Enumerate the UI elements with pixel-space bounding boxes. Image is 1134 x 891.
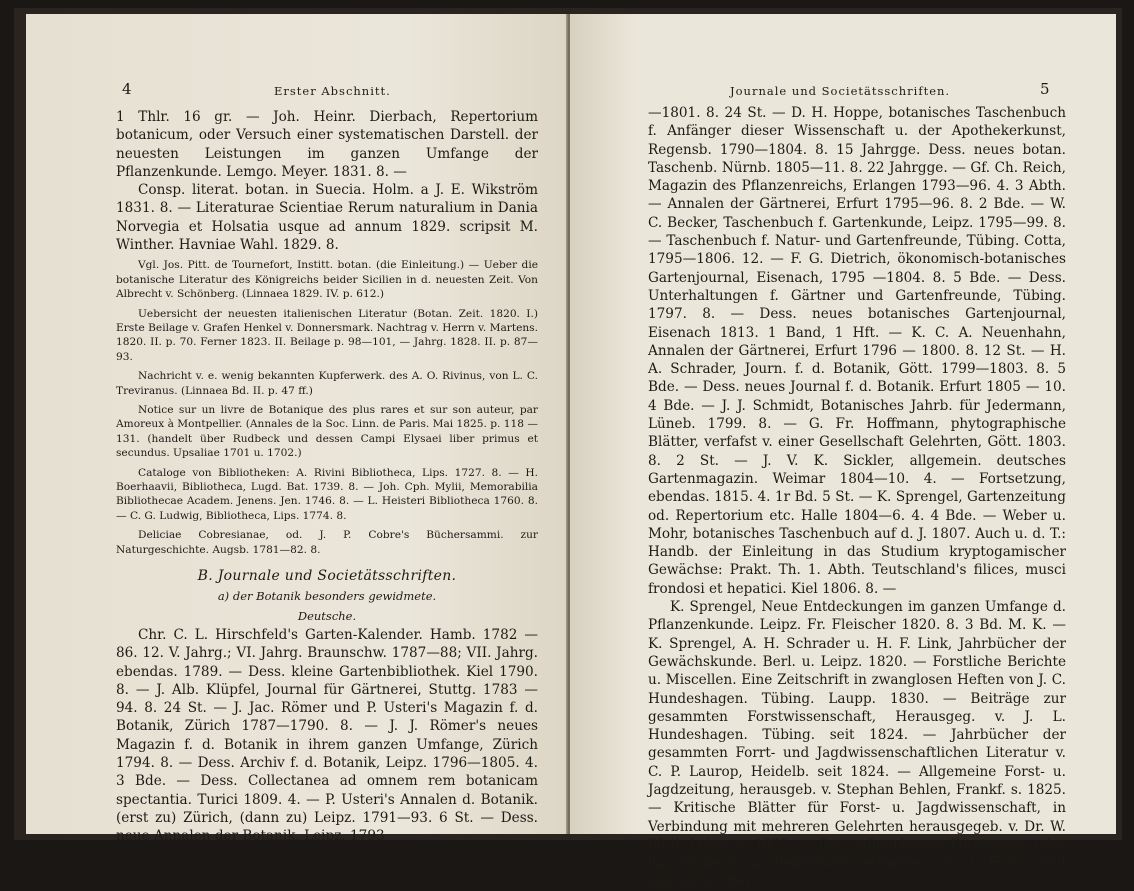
right-page-number: 5 <box>1040 80 1050 98</box>
left-page-block-small: Notice sur un livre de Botanique des plus rares et sur son auteur, par Amoreux à Montpellier. (Annales de la Soc. Linn. de Paris. Mai 1825. p. 118 — 131. (handelt über Rudbeck und dessen Campi Elysaei liber primus et secundus. Upsaliae 1701 u. 1702.) <box>116 404 538 460</box>
left-page-block-small: Cataloge von Bibliotheken: A. Rivini Bibliotheca, Lips. 1727. 8. — H. Boerhaavii, Bibliotheca, Lugd. Bat. 1739. 8. — Joh. Cph. Mylii, Memorabilia Bibliothecae Academ. Jenens. Jen. 1746. 8. — L. Heisteri Bibliotheca 1760. 8. — C. G. Ludwig, Bibliotheca, Lips. 1774. 8. <box>116 466 538 522</box>
right-page <box>570 14 1116 890</box>
left-page-text <box>116 108 538 846</box>
right-page-block-para: —1801. 8. 24 St. — D. H. Hoppe, botanisches Taschenbuch f. Anfänger dieser Wissenschaft u. der Apothekerkunst, Regensb. 1790—1804. 8. 15 Jahrgge. Dess. neues botan. Taschenb. Nürnb. 1805—11. 8. 22 Jahrgge. — Gf. Ch. Reich, Magazin des Pflanzenreichs, Erlangen 1793—96. 4. 3 Abth. — Annalen der Gärtnerei, Erfurt 1795—96. 8. 2 Bde. — W. C. Becker, Taschenbuch f. Gartenkunde, Leipz. 1795—99. 8. — Taschenbuch f. Natur- und Gartenfreunde, Tübing. Cotta, 1795—1806. 12. — F. G. Dietrich, ökonomisch-botanisches Gartenjournal, Eisenach, 1795 —1804. 8. 5 Bde. — Dess. Unterhaltungen f. Gärtner und Gartenfreunde, Tübing. 1797. 8. — Dess. neues botanisches Gartenjournal, Eisenach 1813. 1 Band, 1 Hft. — K. C. A. Neuenhahn, Annalen der Gärtnerei, Erfurt 1796 — 1800. 8. 12 St. — H. A. Schrader, Journ. f. d. Botanik, Gött. 1799—1803. 8. 5 Bde. — Dess. neues Journal f. d. Botanik. Erfurt 1805 — 10. 4 Bde. — J. J. Schmidt, Botanisches Jahrb. für Jedermann, Lüneb. 1799. 8. — G. Fr. Hoffmann, phytographische Blätter, verfafst v. einer Gesellschaft Gelehrten, Gött. 1803. 8. 2 St. — J. V. K. Sickler, allgemein. deutsches Gartenmagazin. Weimar 1804—10. 4. — Fortsetzung, ebendas. 1815. 4. 1r Bd. 5 St. — K. Sprengel, Gartenzeitung od. Repertorium etc. Halle 1804—6. 4. 4 Bde. — Weber u. Mohr, botanisches Taschenbuch auf d. J. 1807. Auch u. d. T.: Handb. der Einleitung in das Studium kryptogamischer Gewächse: Prakt. Th. 1. Abth. Teutschland's filices, musci frondosi et hepatici. Kiel 1806. 8. — <box>648 105 1066 597</box>
left-page-block-small: Nachricht v. e. wenig bekannten Kupferwerk. des A. O. Rivinus, von L. C. Treviranus. (Linnaea Bd. II. p. 47 ff.) <box>116 370 538 397</box>
left-page-block-para: 1 Thlr. 16 gr. — Joh. Heinr. Dierbach, Repertorium botanicum, oder Versuch einer systematischen Darstell. der neuesten Leistungen im ganzen Umfange der Pflanzenkunde. Lemgo. Meyer. 1831. 8. — <box>116 109 538 180</box>
left-running-header: Erster Abschnitt. <box>274 84 391 98</box>
left-page-block-small: Deliciae Cobresianae, od. J. P. Cobre's Büchersammi. zur Naturgeschichte. Augsb. 1781—82. 8. <box>116 529 538 556</box>
left-page-block-subhead: a) der Botanik besonders gewidmete. <box>217 589 437 604</box>
left-page-block-small: Vgl. Jos. Pitt. de Tournefort, Institt. botan. (die Einleitung.) — Ueber die botanische Literatur des Königreichs beider Sicilien in d. neuesten Zeit. Von Albrecht v. Schönberg. (Linnaea 1829. IV. p. 612.) <box>116 259 538 301</box>
left-page-block-indent: Chr. C. L. Hirschfeld's Garten-Kalender. Hamb. 1782 — 86. 12. V. Jahrg.; VI. Jahrg. Braunschw. 1787—88; VII. Jahrg. ebendas. 1789. — Dess. kleine Gartenbibliothek. Kiel 1790. 8. — J. Alb. Klüpfel, Journal für Gärtnerei, Stuttg. 1783 — 94. 8. 24 St. — J. Jac. Römer und P. Usteri's Magazin f. d. Botanik, Zürich 1787—1790. 8. — J. J. Römer's neues Magazin f. d. Botanik in ihrem ganzen Umfange, Zürich 1794. 8. — Dess. Archiv f. d. Botanik, Leipz. 1796—1805. 4. 3 Bde. — Dess. Collectanea ad omnem rem botanicam spectantia. Turici 1809. 4. — P. Usteri's Annalen d. Botanik. (erst zu) Zürich, (dann zu) Leipz. 1791—93. 6 St. — Dess. neue Annalen der Botanik, Leipz. 1793 <box>116 626 538 845</box>
book-spread <box>14 8 1122 890</box>
left-page <box>26 14 568 845</box>
right-page-text <box>648 104 1066 891</box>
left-page-block-indent: Consp. literat. botan. in Suecia. Holm. a J. E. Wikström 1831. 8. — Literaturae Scientiae Rerum naturalium in Dania Norvegia et Holsatia usque ad annum 1829. scripsit M. Winther. Havniae Wahl. 1829. 8. <box>116 182 538 254</box>
left-page-block-sechead: B. Journale und Societätsschriften. <box>197 568 457 585</box>
left-page-block-small: Uebersicht der neuesten italienischen Literatur (Botan. Zeit. 1820. I.) Erste Beilage v. Grafen Henkel v. Donnersmark. Nachtrag v. Herrn v. Martens. 1820. II. p. 70. Ferner 1823. II. Beilage p. 98—101, — Jahrg. 1828. II. p. 87—93. <box>116 307 538 363</box>
right-page-block-indent: K. Sprengel, Neue Entdeckungen im ganzen Umfange d. Pflanzenkunde. Leipz. Fr. Fleischer 1820. 8. 3 Bd. M. K. — K. Sprengel, A. H. Schrader u. H. F. Link, Jahrbücher der Gewächskunde. Berl. u. Leipz. 1820. — Forstliche Berichte u. Miscellen. Eine Zeitschrift in zwanglosen Heften von J. C. Hundeshagen. Tübing. Laupp. 1830. — Beiträge zur gesammten Forstwissenschaft, Herausgeg. v. J. L. Hundeshagen. Tübing. seit 1824. — Jahrbücher der gesammten Forrt- und Jagdwissenschaftlichen Literatur v. C. P. Laurop, Heidelb. seit 1824. — Allgemeine Forst- u. Jagdzeitung, herausgeb. v. Stephan Behlen, Frankf. s. 1825. — Kritische Blätter für Forst- u. Jagdwissenschaft, in Verbindung mit mehreren Gelehrten herausgegeb. v. Dr. W. Pfeil, Leipz. s. 1825. — Der aufmerksame Forstmann, oder das Neueste u. Bemerkenswertheste aus d. Forst- und Jagdfache. Her- <box>648 599 1066 890</box>
left-page-block-subhead: Deutsche. <box>297 608 357 623</box>
left-page-number: 4 <box>122 80 132 98</box>
right-running-header: Journale und Societätsschriften. <box>730 84 951 98</box>
